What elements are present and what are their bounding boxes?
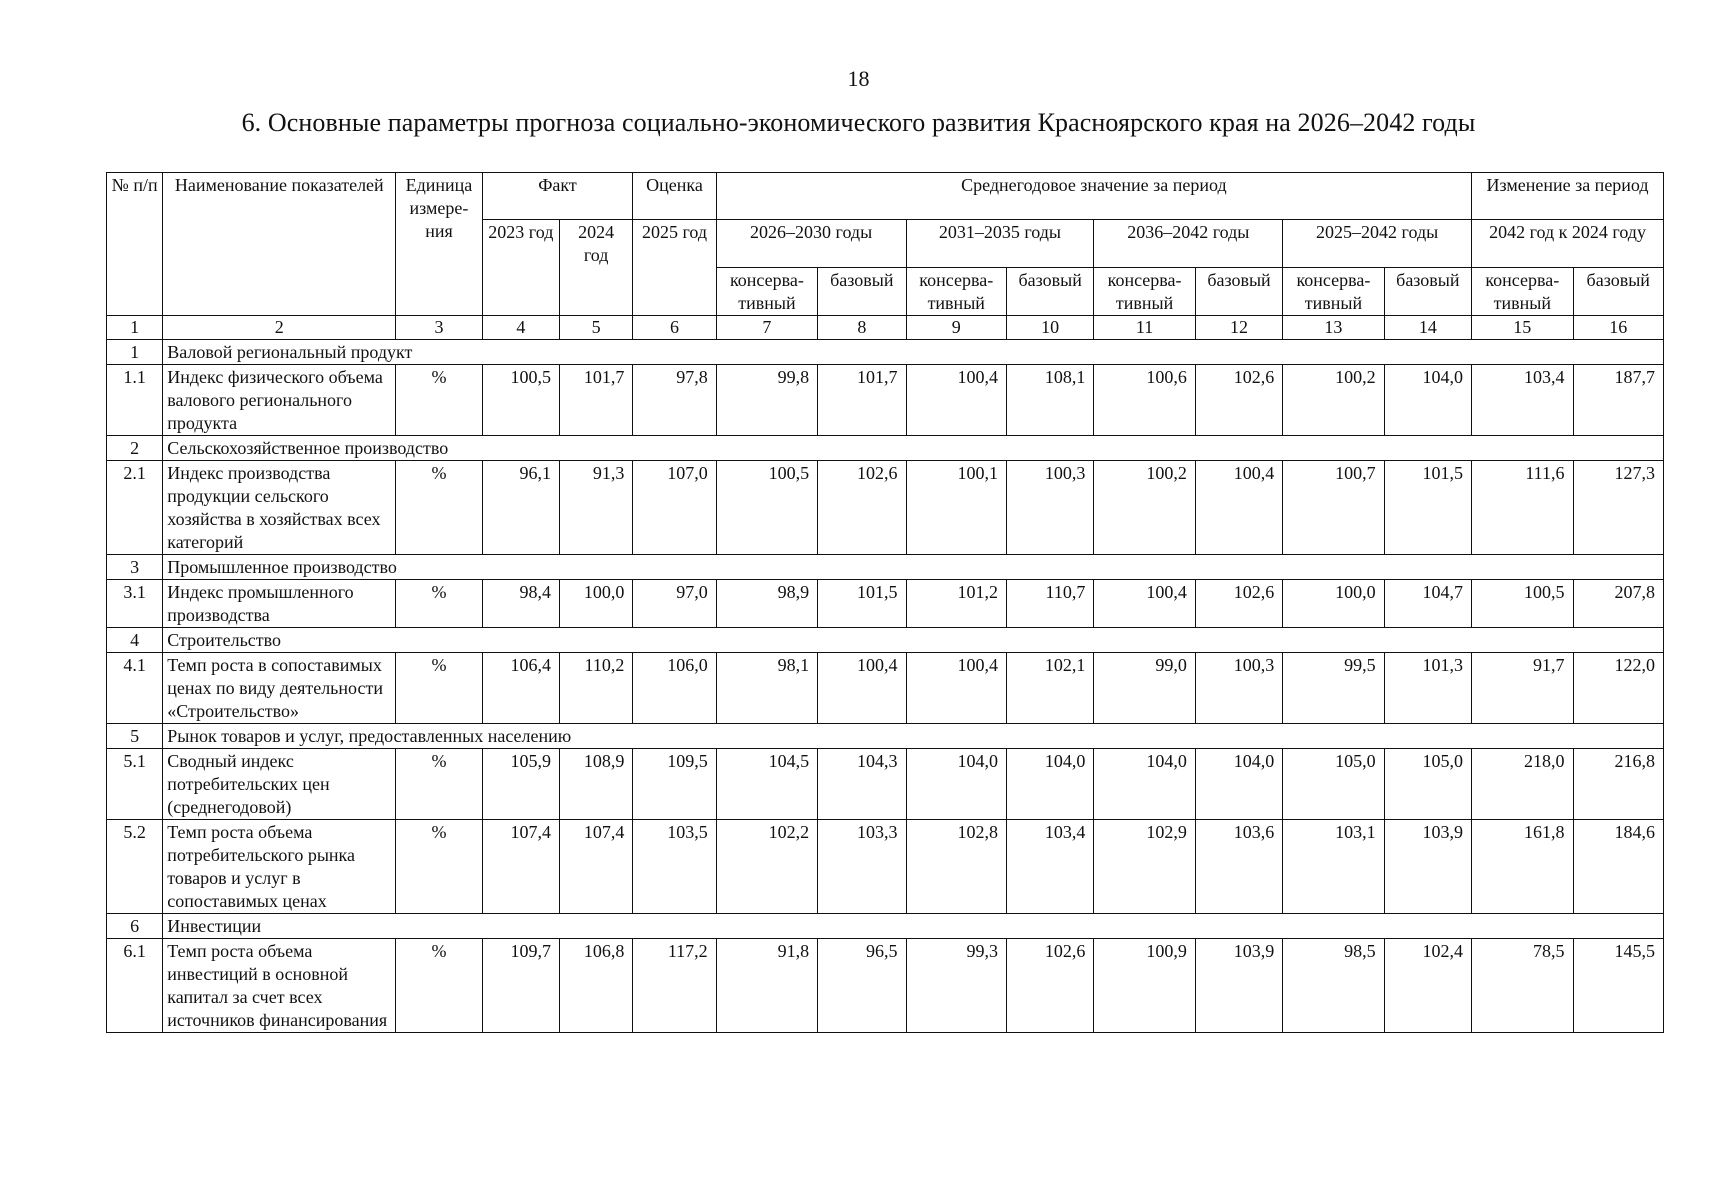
value-cell: 91,8 (716, 939, 817, 1033)
value-cell: 108,1 (1006, 365, 1093, 436)
header-base: базовый (818, 268, 906, 316)
value-cell: 110,2 (560, 653, 633, 724)
row-number: 5.2 (107, 820, 163, 914)
value-cell: 104,0 (1195, 749, 1282, 820)
row-number: 3.1 (107, 580, 163, 628)
header-change-2042-2024: 2042 год к 2024 году (1472, 220, 1664, 268)
header-fact: Факт (482, 173, 633, 220)
value-cell: 103,4 (1006, 820, 1093, 914)
table-row (107, 653, 1664, 724)
value-cell: 100,1 (906, 461, 1006, 555)
unit: % (396, 580, 482, 628)
value-cell: 100,3 (1006, 461, 1093, 555)
value-cell: 106,8 (560, 939, 633, 1033)
value-cell: 103,9 (1384, 820, 1471, 914)
section-row (107, 914, 1664, 939)
value-cell: 184,6 (1573, 820, 1664, 914)
value-cell: 105,0 (1384, 749, 1471, 820)
table-row (107, 820, 1664, 914)
value-cell: 187,7 (1573, 365, 1664, 436)
value-cell: 98,1 (716, 653, 817, 724)
value-cell: 207,8 (1573, 580, 1664, 628)
value-cell: 216,8 (1573, 749, 1664, 820)
section-row (107, 724, 1664, 749)
section-title: Валовой региональный продукт (163, 340, 1664, 365)
column-number: 13 (1283, 316, 1384, 340)
value-cell: 106,4 (482, 653, 559, 724)
value-cell: 99,8 (716, 365, 817, 436)
header-base: базовый (1384, 268, 1471, 316)
value-cell: 103,3 (818, 820, 906, 914)
indicator-name: Индекс физического объема валового регионального продукта (163, 365, 396, 436)
header-row (107, 173, 1664, 220)
value-cell: 105,0 (1283, 749, 1384, 820)
column-number: 9 (906, 316, 1006, 340)
unit: % (396, 653, 482, 724)
value-cell: 101,7 (818, 365, 906, 436)
value-cell: 122,0 (1573, 653, 1664, 724)
value-cell: 103,5 (633, 820, 716, 914)
page-number: 18 (847, 66, 870, 91)
value-cell: 106,0 (633, 653, 716, 724)
value-cell: 104,0 (1384, 365, 1471, 436)
value-cell: 102,6 (1006, 939, 1093, 1033)
unit: % (396, 461, 482, 555)
header-period-2026-2030: 2026–2030 годы (716, 220, 906, 268)
section-number: 2 (107, 436, 163, 461)
header-unit: Единица измере-ния (396, 173, 482, 316)
table-row (107, 365, 1664, 436)
section-number: 3 (107, 555, 163, 580)
section-title: Сельскохозяйственное производство (163, 436, 1664, 461)
value-cell: 102,9 (1094, 820, 1195, 914)
column-number: 15 (1472, 316, 1573, 340)
value-cell: 100,2 (1094, 461, 1195, 555)
header-change: Изменение за период (1472, 173, 1664, 220)
value-cell: 91,7 (1472, 653, 1573, 724)
table-body (107, 340, 1664, 1033)
column-number-row (107, 316, 1664, 340)
column-number: 7 (716, 316, 817, 340)
section-title: Рынок товаров и услуг, предоставленных населению (163, 724, 1664, 749)
value-cell: 100,5 (1472, 580, 1573, 628)
value-cell: 109,5 (633, 749, 716, 820)
value-cell: 100,4 (818, 653, 906, 724)
header-base: базовый (1573, 268, 1664, 316)
header-period-2025-2042: 2025–2042 годы (1283, 220, 1472, 268)
section-number: 1 (107, 340, 163, 365)
value-cell: 145,5 (1573, 939, 1664, 1033)
section-title: Строительство (163, 628, 1664, 653)
value-cell: 218,0 (1472, 749, 1573, 820)
header-conservative: консерва-тивный (716, 268, 817, 316)
value-cell: 99,3 (906, 939, 1006, 1033)
column-number: 10 (1006, 316, 1093, 340)
value-cell: 100,4 (906, 365, 1006, 436)
value-cell: 102,2 (716, 820, 817, 914)
value-cell: 103,4 (1472, 365, 1573, 436)
value-cell: 100,0 (1283, 580, 1384, 628)
value-cell: 104,0 (1094, 749, 1195, 820)
unit: % (396, 749, 482, 820)
section-row (107, 628, 1664, 653)
value-cell: 100,3 (1195, 653, 1282, 724)
value-cell: 109,7 (482, 939, 559, 1033)
section-number: 4 (107, 628, 163, 653)
value-cell: 100,4 (906, 653, 1006, 724)
header-num: № п/п (107, 173, 163, 316)
value-cell: 97,8 (633, 365, 716, 436)
value-cell: 102,6 (818, 461, 906, 555)
value-cell: 100,5 (716, 461, 817, 555)
unit: % (396, 939, 482, 1033)
header-estimate: Оценка (633, 173, 716, 220)
value-cell: 100,4 (1094, 580, 1195, 628)
section-row (107, 436, 1664, 461)
unit: % (396, 365, 482, 436)
value-cell: 102,8 (906, 820, 1006, 914)
value-cell: 100,4 (1195, 461, 1282, 555)
column-number: 6 (633, 316, 716, 340)
value-cell: 99,5 (1283, 653, 1384, 724)
value-cell: 91,3 (560, 461, 633, 555)
header-conservative: консерва-тивный (1094, 268, 1195, 316)
value-cell: 103,9 (1195, 939, 1282, 1033)
value-cell: 98,4 (482, 580, 559, 628)
header-year-2024: 2024 год (560, 220, 633, 316)
value-cell: 102,6 (1195, 580, 1282, 628)
header-conservative: консерва-тивный (1472, 268, 1573, 316)
table-row (107, 749, 1664, 820)
column-number: 4 (482, 316, 559, 340)
row-number: 2.1 (107, 461, 163, 555)
page-title: 6. Основные параметры прогноза социально-экономического развития Красноярского края на 2026–2042 годы (241, 108, 1476, 137)
indicator-name: Индекс производства продукции сельского хозяйства в хозяйствах всех категорий (163, 461, 396, 555)
header-year-2025: 2025 год (633, 220, 716, 316)
table-row (107, 580, 1664, 628)
value-cell: 98,9 (716, 580, 817, 628)
value-cell: 105,9 (482, 749, 559, 820)
value-cell: 100,6 (1094, 365, 1195, 436)
section-number: 6 (107, 914, 163, 939)
row-number: 5.1 (107, 749, 163, 820)
indicator-name: Темп роста объема инвестиций в основной капитал за счет всех источников финансирования (163, 939, 396, 1033)
column-number: 14 (1384, 316, 1471, 340)
value-cell: 104,5 (716, 749, 817, 820)
table-row (107, 939, 1664, 1033)
unit: % (396, 820, 482, 914)
value-cell: 101,3 (1384, 653, 1471, 724)
value-cell: 107,0 (633, 461, 716, 555)
header-year-2023: 2023 год (482, 220, 559, 316)
header-average: Среднегодовое значение за период (716, 173, 1471, 220)
column-number: 2 (163, 316, 396, 340)
value-cell: 104,0 (906, 749, 1006, 820)
header-conservative: консерва-тивный (906, 268, 1006, 316)
section-title: Инвестиции (163, 914, 1664, 939)
value-cell: 100,5 (482, 365, 559, 436)
value-cell: 161,8 (1472, 820, 1573, 914)
indicator-name: Темп роста объема потребительского рынка товаров и услуг в сопоставимых ценах (163, 820, 396, 914)
value-cell: 96,1 (482, 461, 559, 555)
column-number: 1 (107, 316, 163, 340)
row-number: 6.1 (107, 939, 163, 1033)
column-number: 11 (1094, 316, 1195, 340)
value-cell: 100,9 (1094, 939, 1195, 1033)
value-cell: 102,6 (1195, 365, 1282, 436)
value-cell: 110,7 (1006, 580, 1093, 628)
row-number: 1.1 (107, 365, 163, 436)
value-cell: 103,1 (1283, 820, 1384, 914)
forecast-table (106, 172, 1664, 1033)
value-cell: 99,0 (1094, 653, 1195, 724)
value-cell: 104,3 (818, 749, 906, 820)
header-period-2031-2035: 2031–2035 годы (906, 220, 1094, 268)
value-cell: 101,5 (818, 580, 906, 628)
value-cell: 97,0 (633, 580, 716, 628)
section-number: 5 (107, 724, 163, 749)
section-title: Промышленное производство (163, 555, 1664, 580)
value-cell: 100,0 (560, 580, 633, 628)
value-cell: 117,2 (633, 939, 716, 1033)
indicator-name: Темп роста в сопоставимых ценах по виду деятельности «Строительство» (163, 653, 396, 724)
indicator-name: Индекс промышленного производства (163, 580, 396, 628)
column-number: 3 (396, 316, 482, 340)
value-cell: 107,4 (482, 820, 559, 914)
value-cell: 104,0 (1006, 749, 1093, 820)
value-cell: 103,6 (1195, 820, 1282, 914)
section-row (107, 340, 1664, 365)
table-row (107, 461, 1664, 555)
value-cell: 98,5 (1283, 939, 1384, 1033)
value-cell: 101,5 (1384, 461, 1471, 555)
value-cell: 101,7 (560, 365, 633, 436)
row-number: 4.1 (107, 653, 163, 724)
column-number: 5 (560, 316, 633, 340)
header-conservative: консерва-тивный (1283, 268, 1384, 316)
indicator-name: Сводный индекс потребительских цен (среднегодовой) (163, 749, 396, 820)
column-number: 12 (1195, 316, 1282, 340)
value-cell: 100,7 (1283, 461, 1384, 555)
header-base: базовый (1006, 268, 1093, 316)
value-cell: 78,5 (1472, 939, 1573, 1033)
header-name: Наименование показателей (163, 173, 396, 316)
value-cell: 102,1 (1006, 653, 1093, 724)
value-cell: 101,2 (906, 580, 1006, 628)
value-cell: 96,5 (818, 939, 906, 1033)
value-cell: 107,4 (560, 820, 633, 914)
header-period-2036-2042: 2036–2042 годы (1094, 220, 1283, 268)
value-cell: 104,7 (1384, 580, 1471, 628)
header-base: базовый (1195, 268, 1282, 316)
value-cell: 100,2 (1283, 365, 1384, 436)
value-cell: 108,9 (560, 749, 633, 820)
value-cell: 102,4 (1384, 939, 1471, 1033)
value-cell: 111,6 (1472, 461, 1573, 555)
value-cell: 127,3 (1573, 461, 1664, 555)
column-number: 8 (818, 316, 906, 340)
section-row (107, 555, 1664, 580)
column-number: 16 (1573, 316, 1664, 340)
